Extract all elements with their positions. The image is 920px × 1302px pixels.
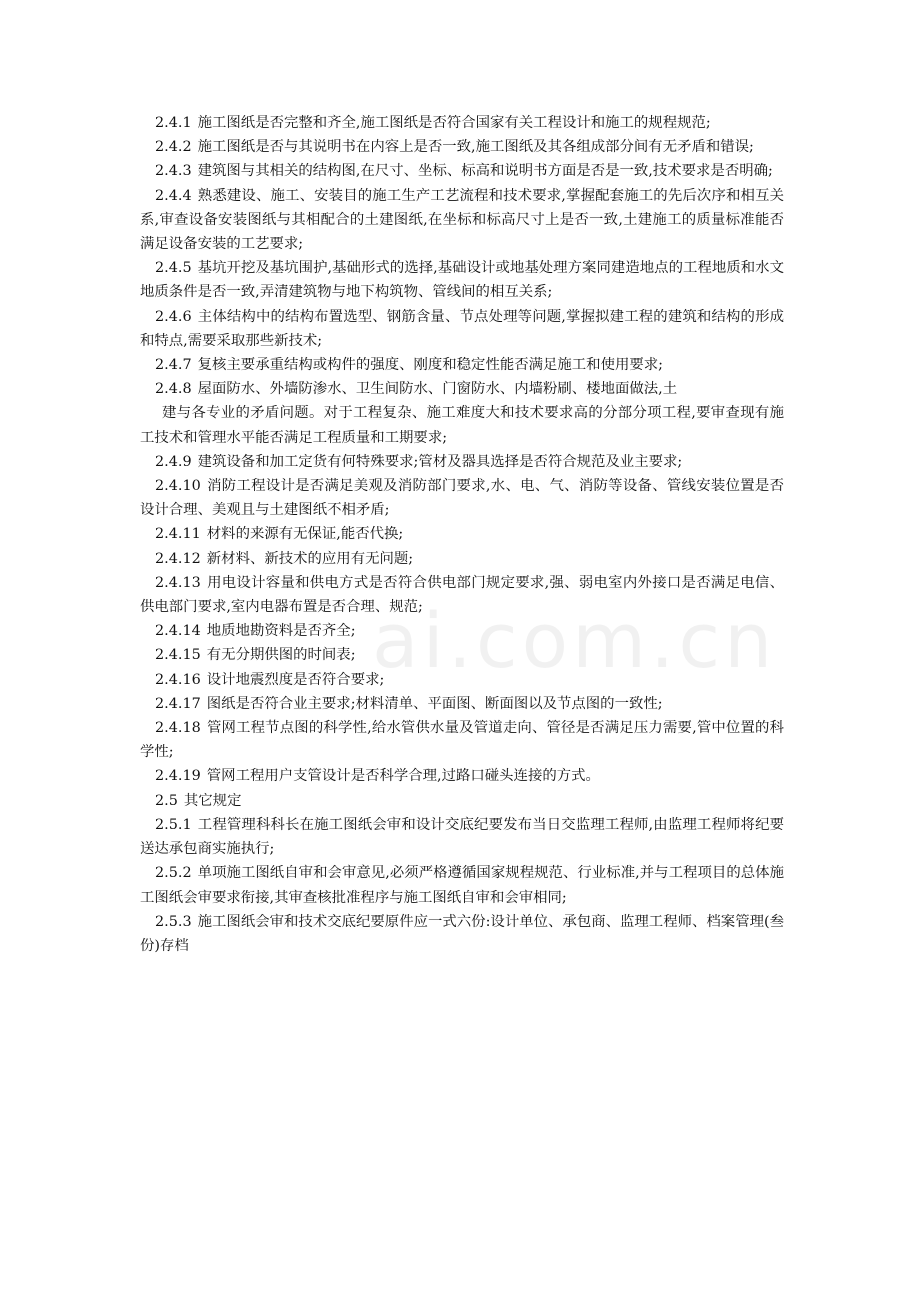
clause-text: 图纸是否符合业主要求;材料清单、平面图、断面图以及节点图的一致性; <box>206 695 663 712</box>
clause-text: 设计地震烈度是否符合要求; <box>206 671 385 688</box>
clause-paragraph <box>140 910 784 958</box>
clause-text: 管网工程节点图的科学性,给水管供水量及管道走向、管径是否满足压力需要,管中位置的科学性; <box>140 720 784 761</box>
clause-text: 施工图纸会审和技术交底纪要原件应一式六份:设计单位、承包商、监理工程师、档案管理(叁份)存档 <box>140 913 784 954</box>
clause-paragraph <box>140 861 784 909</box>
clause-number: 2.4.18 <box>155 720 201 737</box>
clause-paragraph <box>140 547 784 571</box>
clause-number: 2.5 <box>155 792 178 809</box>
clause-paragraph <box>140 256 784 304</box>
clause-paragraph <box>140 813 784 861</box>
clause-paragraph <box>140 305 784 353</box>
clause-number: 2.4.11 <box>155 526 201 543</box>
clause-number: 2.4.8 <box>155 381 192 398</box>
clause-text: 建筑设备和加工定货有何特殊要求;管材及器具选择是否符合规范及业主要求; <box>197 453 683 470</box>
clause-paragraph <box>140 789 784 813</box>
clause-text: 用电设计容量和供电方式是否符合供电部门规定要求,强、弱电室内外接口是否满足电信、供电部门要求,室内电器布置是否合理、规范; <box>140 574 784 616</box>
clause-number: 2.4.13 <box>155 574 201 591</box>
clause-number: 2.5.2 <box>155 865 192 882</box>
clause-text: 地质地勘资料是否齐全; <box>206 623 356 640</box>
clause-paragraph <box>140 692 784 716</box>
clause-number: 2.4.14 <box>155 623 201 640</box>
clause-paragraph <box>140 159 784 183</box>
clause-number: 2.4.4 <box>155 187 192 204</box>
clause-paragraph <box>140 643 784 667</box>
clause-number: 2.4.17 <box>155 695 201 712</box>
clause-text: 消防工程设计是否满足美观及消防部门要求,水、电、气、消防等设备、管线安装位置是否设计合理、美观且与土建图纸不相矛盾; <box>140 478 784 519</box>
clause-text: 基坑开挖及基坑围护,基础形式的选择,基础设计或地基处理方案同建造地点的工程地质和水文地质条件是否一致,弄清建筑物与地下构筑物、管线间的相互关系; <box>140 260 784 301</box>
clause-text: 施工图纸是否完整和齐全,施工图纸是否符合国家有关工程设计和施工的规程规范; <box>197 115 711 131</box>
clause-number: 2.4.16 <box>155 671 201 688</box>
clause-number: 2.4.7 <box>155 357 192 374</box>
clause-text: 熟悉建设、施工、安装目的施工生产工艺流程和技术要求,掌握配套施工的先后次序和相互关系,审查设备安装图纸与其相配合的土建图纸,在坐标和标高尺寸上是否一致,土建施工的质量标准能否满足设备安装的工艺要求; <box>140 187 784 253</box>
document-body <box>140 111 784 958</box>
clause-number: 2.4.1 <box>155 115 192 131</box>
clause-paragraph <box>140 619 784 643</box>
clause-paragraph <box>140 135 784 159</box>
clause-number: 2.4.6 <box>155 308 192 325</box>
watermark: ai.com.cn <box>372 596 777 685</box>
clause-paragraph <box>140 450 784 474</box>
clause-text: 新材料、新技术的应用有无问题; <box>206 550 414 567</box>
clause-paragraph <box>140 111 784 135</box>
clause-text: 单项施工图纸自审和会审意见,必须严格遵循国家规程规范、行业标准,并与工程项目的总体施工图纸会审要求衔接,其审查核批准程序与施工图纸自审和会审相同; <box>140 865 784 906</box>
clause-number: 2.5.3 <box>155 913 192 930</box>
clause-paragraph <box>140 522 784 546</box>
clause-text-continuation: 建与各专业的矛盾问题。对于工程复杂、施工难度大和技术要求高的分部分项工程,要审查现有施工技术和管理水平能否满足工程质量和工期要求; <box>140 405 784 446</box>
clause-text: 管网工程用户支管设计是否科学合理,过路口碰头连接的方式。 <box>206 768 600 785</box>
clause-text: 主体结构中的结构布置选型、钢筋含量、节点处理等问题,掌握拟建工程的建筑和结构的形成和特点,需要采取那些新技术; <box>140 308 784 349</box>
clause-paragraph <box>140 353 784 377</box>
clause-text: 有无分期供图的时间表; <box>206 647 356 664</box>
clause-text: 施工图纸是否与其说明书在内容上是否一致,施工图纸及其各组成部分间有无矛盾和错误; <box>197 139 754 156</box>
clause-number: 2.5.1 <box>155 816 192 833</box>
clause-text: 屋面防水、外墙防渗水、卫生间防水、门窗防水、内墙粉刷、楼地面做法,土 <box>197 381 678 398</box>
clause-number: 2.4.19 <box>155 768 201 785</box>
clause-number: 2.4.15 <box>155 647 201 664</box>
clause-number: 2.4.9 <box>155 453 192 470</box>
clause-text: 其它规定 <box>183 792 242 809</box>
clause-text: 工程管理科科长在施工图纸会审和设计交底纪要发布当日交监理工程师,由监理工程师将纪要送达承包商实施执行; <box>140 816 784 858</box>
clause-paragraph <box>140 377 784 450</box>
clause-number: 2.4.10 <box>155 478 201 495</box>
clause-paragraph <box>140 716 784 764</box>
clause-paragraph <box>140 668 784 692</box>
clause-number: 2.4.3 <box>155 163 192 180</box>
clause-paragraph <box>140 571 784 619</box>
clause-number: 2.4.12 <box>155 550 201 567</box>
clause-paragraph <box>140 184 784 257</box>
clause-text: 材料的来源有无保证,能否代换; <box>206 526 404 543</box>
clause-number: 2.4.5 <box>155 260 192 277</box>
clause-text: 复核主要承重结构或构件的强度、刚度和稳定性能否满足施工和使用要求; <box>197 357 663 374</box>
clause-paragraph <box>140 474 784 522</box>
clause-text: 建筑图与其相关的结构图,在尺寸、坐标、标高和说明书方面是否是一致,技术要求是否明确; <box>197 163 773 180</box>
clause-paragraph <box>140 764 784 788</box>
clause-number: 2.4.2 <box>155 139 192 156</box>
